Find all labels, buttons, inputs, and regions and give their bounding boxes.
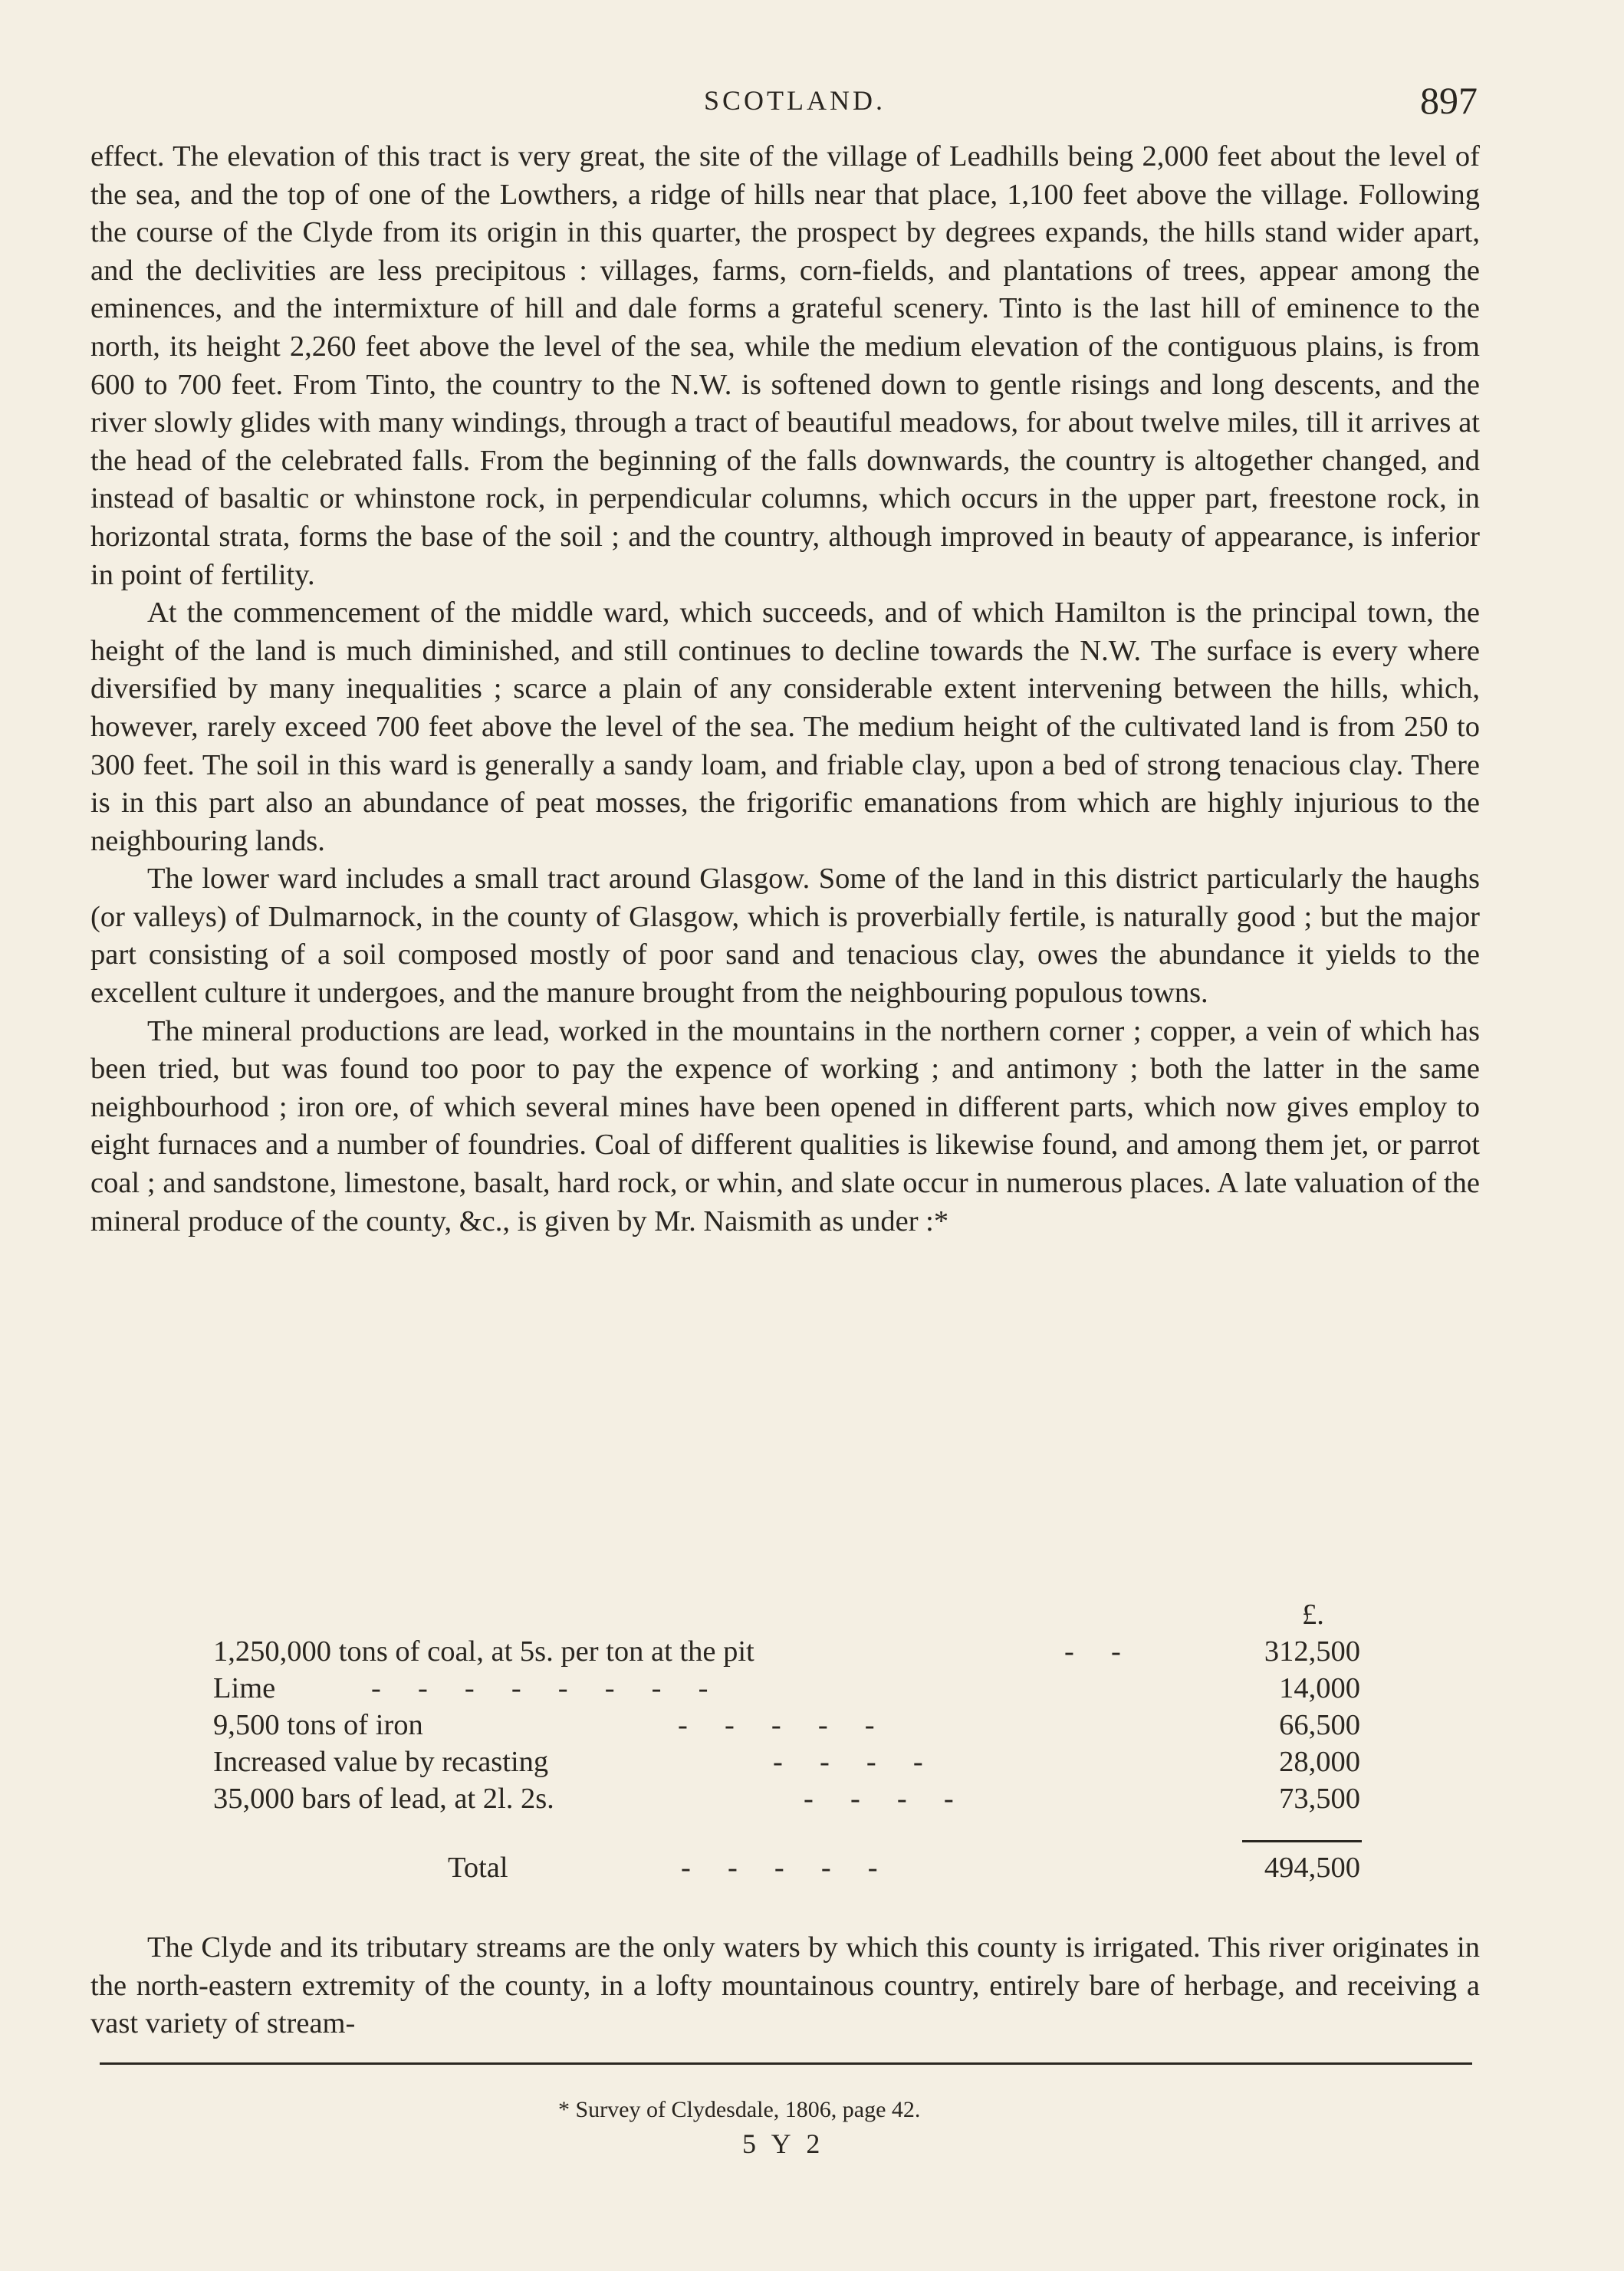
page-header — [0, 78, 1624, 124]
signature-mark: 5 Y 2 — [742, 2128, 825, 2159]
table-row — [213, 1707, 1363, 1744]
total-label: Total — [448, 1852, 508, 1884]
leader-dashes: - - - - — [773, 1746, 923, 1778]
row-amount: 28,000 — [1279, 1746, 1360, 1778]
body-text — [90, 138, 1480, 1241]
leader-dashes: - - — [1064, 1635, 1121, 1668]
row-label: 1,250,000 tons of coal, at 5s. per ton at the pit — [213, 1635, 754, 1668]
row-amount: 73,500 — [1279, 1783, 1360, 1815]
table-row — [213, 1670, 1363, 1707]
leader-dashes: - - - - - - - - — [371, 1672, 708, 1704]
row-amount: 14,000 — [1279, 1672, 1360, 1704]
running-head: SCOTLAND. — [704, 85, 886, 116]
paragraph: The lower ward includes a small tract around Glasgow. Some of the land in this district particularly the haughs (or valleys) of Dulmarnock, in the county of Glasgow, which is proverbially fertile, is naturally good ; but the major part consisting of a soil composed mostly of poor sand and tenacious clay, owes the abundance it yields to the excellent culture it undergoes, and the manure brought from the neighbouring populous towns. — [90, 863, 1480, 1010]
paragraph: effect. The elevation of this tract is very great, the site of the village of Leadhills being 2,000 feet about the level of the sea, and the top of one of the Lowthers, a ridge of hills near that place, 1,100 feet above the village. Following the course of the Clyde from its origin in this quarter, the prospect by degrees expands, the hills stand wider apart, and the declivities are less precipitous : villages, farms, corn-fields, and plantations of trees, appear among the eminences, and the intermixture of hill and dale forms a grateful scenery. Tinto is the last hill of eminence to the north, its height 2,260 feet above the level of the sea, while the medium elevation of the contiguous plains, is from 600 to 700 feet. From Tinto, the country to the N.W. is softened down to gentle risings and long descents, and the river slowly glides with many windings, through a tract of beautiful meadows, for about twelve miles, till it arrives at the head of the celebrated falls. From the beginning of the falls downwards, the country is altogether changed, and instead of basaltic or whinstone rock, in perpendicular columns, which occurs in the upper part, freestone rock, in horizontal strata, forms the base of the soil ; and the country, although improved in beauty of appearance, is inferior in point of fertility. — [90, 140, 1480, 591]
row-amount: 312,500 — [1264, 1635, 1360, 1668]
row-label: 9,500 tons of iron — [213, 1709, 423, 1741]
leader-dashes: - - - - - — [678, 1709, 875, 1741]
row-label: Increased value by recasting — [213, 1746, 549, 1778]
table-row — [213, 1633, 1363, 1671]
row-label: Lime — [213, 1672, 276, 1704]
currency-unit: £. — [1302, 1599, 1324, 1631]
paragraph: The Clyde and its tributary streams are the only waters by which this county is irrigated. This river originates in the north-eastern extremity of the county, in a lofty mountainous country, entirely bare of herbage, and receiving a vast variety of stream- — [90, 1931, 1480, 2040]
leader-dashes: - - - - — [804, 1783, 954, 1815]
row-amount: 66,500 — [1279, 1709, 1360, 1741]
closing-text — [90, 1929, 1480, 2043]
row-label: 35,000 bars of lead, at 2l. 2s. — [213, 1783, 554, 1815]
footnote-rule — [100, 2062, 1472, 2065]
page-number: 897 — [1420, 79, 1478, 122]
total-rule — [1242, 1840, 1362, 1842]
total-amount: 494,500 — [1264, 1852, 1360, 1884]
total-row — [213, 1849, 1363, 1887]
table-row — [213, 1780, 1363, 1818]
table-row — [213, 1744, 1363, 1781]
paragraph: The mineral productions are lead, worked in the mountains in the northern corner ; copper, a vein of which has been tried, but was found too poor to pay the expence of working ; and antimony ; both the latter in the same neighbourhood ; iron ore, of which several mines have been opened in different parts, which now gives employ to eight furnaces and a number of foundries. Coal of different qualities is likewise found, and among them jet, or parrot coal ; and sandstone, limestone, basalt, hard rock, or whin, and slate occur in numerous places. A late valuation of the mineral produce of the county, &c., is given by Mr. Naismith as under :* — [90, 1014, 1480, 1237]
paragraph: At the commencement of the middle ward, which succeeds, and of which Hamilton is the principal town, the height of the land is much diminished, and still continues to decline towards the N.W. The surface is every where diversified by many inequalities ; scarce a plain of any considerable extent intervening between the hills, which, however, rarely exceed 700 feet above the level of the sea. The medium height of the cultivated land is from 250 to 300 feet. The soil in this ward is generally a sandy loam, and friable clay, upon a bed of strong tenacious clay. There is in this part also an abundance of peat mosses, the frigorific emanations from which are highly injurious to the neighbouring lands. — [90, 597, 1480, 857]
leader-dashes: - - - - - — [681, 1852, 878, 1884]
footnote: * Survey of Clydesdale, 1806, page 42. — [558, 2097, 921, 2122]
